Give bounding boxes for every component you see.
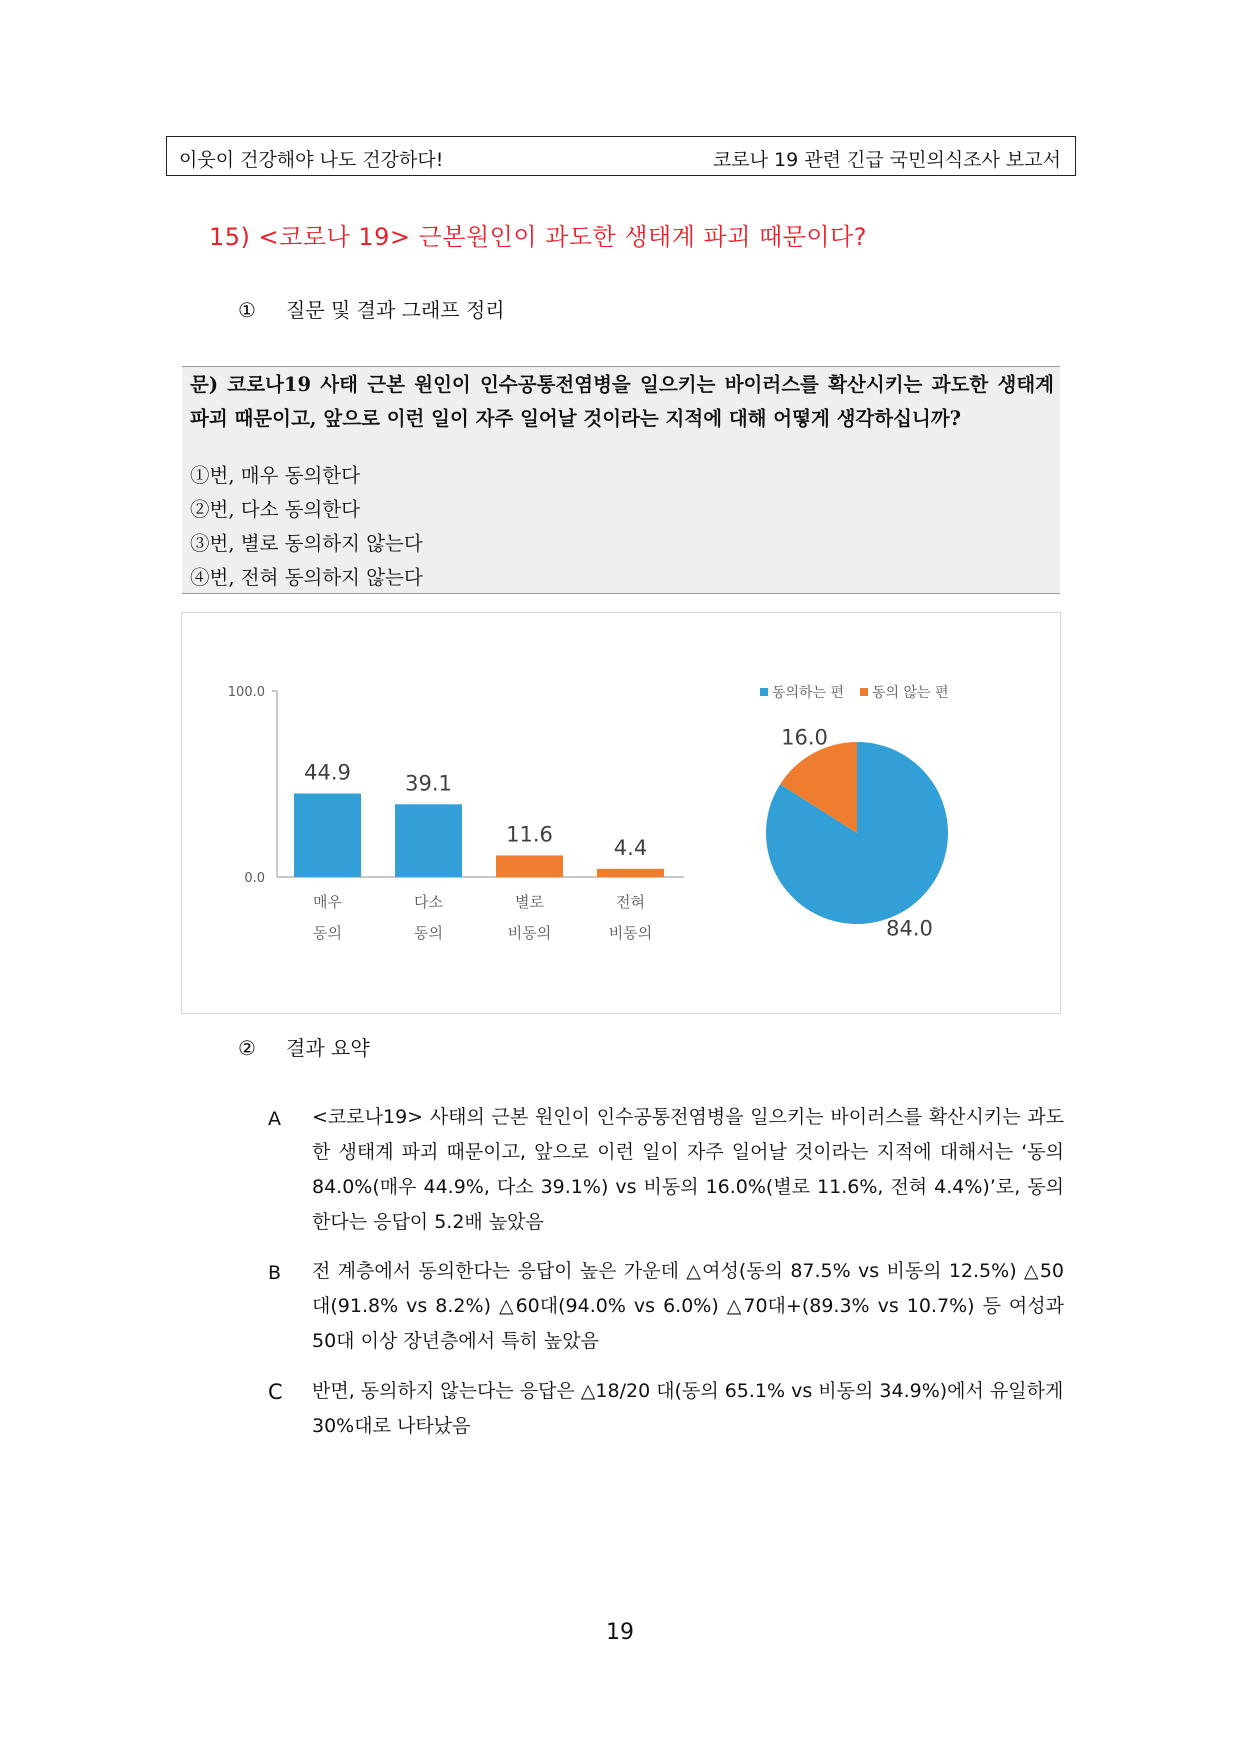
question-option: ②번, 다소 동의한다 <box>190 498 360 521</box>
summary-label-c: C <box>268 1380 283 1404</box>
bar-category-label-3: 전혀 <box>616 893 645 911</box>
bar-category-label-2: 별로 <box>515 893 544 911</box>
bar-y-tick-label-bottom: 0.0 <box>244 871 265 886</box>
question-text: 문) 코로나19 사태 근본 원인이 인수공통전염병을 일으키는 바이러스를 확산시키는 과도한 생태계 파괴 때문이고, 앞으로 이런 일이 자주 일어날 것이라는 지적에 대해 어떻게 생각하십니까? <box>190 373 1054 430</box>
question-option: ①번, 매우 동의한다 <box>190 464 360 487</box>
bar-0 <box>294 793 361 877</box>
summary-text-a: <코로나19> 사태의 근본 원인이 인수공통전염병을 일으키는 바이러스를 확산시키는 과도한 생태계 파괴 때문이고, 앞으로 이런 일이 자주 일어날 것이라는 지적에 대해서는 ‘동의 84.0%(매우 44.9%, 다소 39.1%) vs 비동의 16.0%(별로 11.6%, 전혀 4.4%)’로, 동의한다는 응답이 5.2배 높았음 <box>312 1106 1064 1233</box>
bar-value-label-3: 4.4 <box>613 835 648 860</box>
subsection-heading-1 <box>238 294 505 323</box>
header-left-text: 이웃이 건강해야 나도 건강하다! <box>179 149 444 171</box>
results-chart <box>182 613 1062 1015</box>
summary-text-c: 반면, 동의하지 않는다는 응답은 △18/20 대(동의 65.1% vs 비동의 34.9%)에서 유일하게 30%대로 나타났음 <box>312 1380 1064 1437</box>
subsection-number: ② <box>238 1036 256 1060</box>
legend-swatch-agree <box>760 688 768 696</box>
pie-series <box>766 725 948 940</box>
bar-2 <box>496 855 563 877</box>
bar-1 <box>395 804 462 877</box>
bar-category-label-0: 동의 <box>313 924 342 942</box>
question-option: ④번, 전혀 동의하지 않는다 <box>190 566 423 589</box>
subsection-number: ① <box>238 298 256 322</box>
summary-label-b: B <box>268 1262 282 1284</box>
page-number: 19 <box>606 1620 634 1645</box>
pie-value-label-1: 16.0 <box>781 725 828 750</box>
legend-swatch-disagree <box>860 688 868 696</box>
legend-label-agree: 동의하는 편 <box>772 685 845 701</box>
chart-panel <box>181 612 1061 1014</box>
subsection-label: 질문 및 결과 그래프 정리 <box>286 298 505 322</box>
pie-value-label-0: 84.0 <box>886 916 933 941</box>
bar-category-label-1: 다소 <box>414 893 443 911</box>
summary-label-a: A <box>268 1108 281 1130</box>
subsection-heading-2 <box>238 1032 370 1061</box>
question-box <box>182 366 1060 594</box>
header-right-text: 코로나 19 관련 긴급 국민의식조사 보고서 <box>712 149 1061 171</box>
bar-category-label-0: 매우 <box>313 893 342 911</box>
subsection-label: 결과 요약 <box>286 1036 370 1060</box>
bar-y-tick-label-top: 100.0 <box>227 685 265 700</box>
bar-series <box>294 760 664 942</box>
summary-text-b: 전 계층에서 동의한다는 응답이 높은 가운데 △여성(동의 87.5% vs 비동의 12.5%) △50대(91.8% vs 8.2%) △60대(94.0% vs 6.0%) △70대+(89.3% vs 10.7%) 등 여성과 50대 이상 장년층에서 특히 높았음 <box>312 1260 1064 1352</box>
bar-value-label-1: 39.1 <box>405 771 452 796</box>
legend-label-disagree: 동의 않는 편 <box>872 685 949 701</box>
bar-3 <box>597 869 664 877</box>
question-option: ③번, 별로 동의하지 않는다 <box>190 532 423 555</box>
running-header <box>166 136 1076 176</box>
bar-value-label-2: 11.6 <box>506 822 553 847</box>
bar-category-label-3: 비동의 <box>608 924 653 942</box>
section-title: 15) <코로나 19> 근본원인이 과도한 생태계 파괴 때문이다? <box>209 223 867 251</box>
bar-category-label-1: 동의 <box>414 924 443 942</box>
bar-value-label-0: 44.9 <box>304 760 351 785</box>
bar-category-label-2: 비동의 <box>507 924 552 942</box>
